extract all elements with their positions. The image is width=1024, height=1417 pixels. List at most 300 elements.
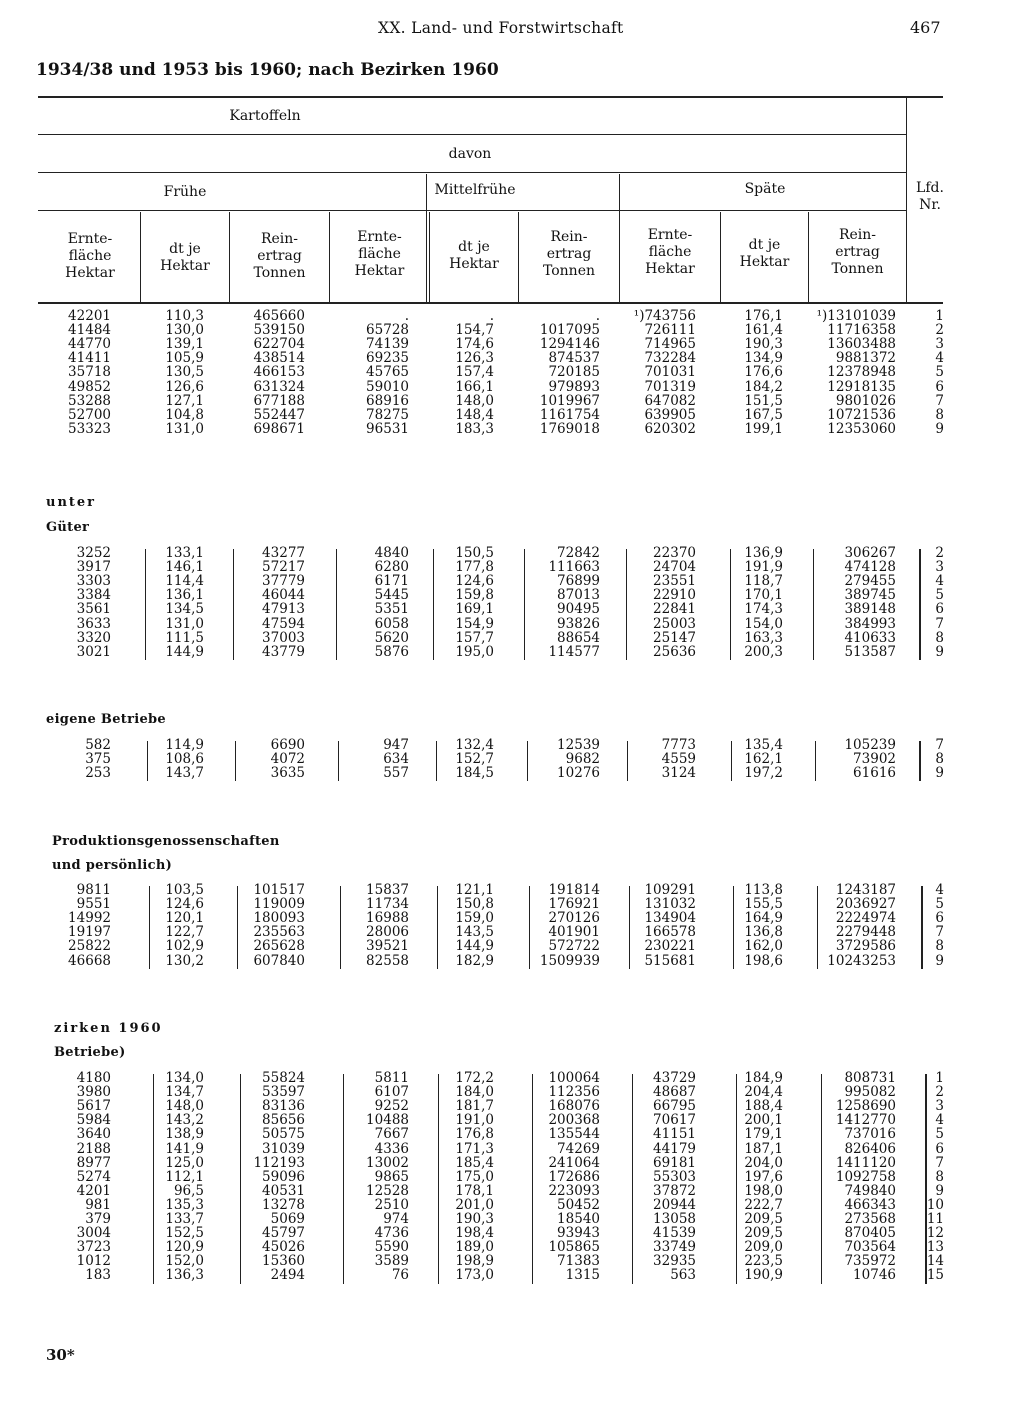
table-cell: 14992 [68,910,111,927]
table-cell: 125,0 [165,1154,204,1171]
table-cell: 135,3 [165,1196,204,1213]
table-cell: 130,0 [165,322,204,339]
table-cell: 135,4 [744,737,783,753]
table-cell: 6058 [374,615,409,632]
table-cell: 703564 [844,1239,896,1256]
table-cell: . [595,308,600,324]
header-lfd-nr: Lfd. Nr. [916,180,944,213]
table-cell: 13058 [653,1211,696,1227]
table-cell: 131032 [644,896,696,913]
table-cell: 1017095 [539,322,600,339]
table-cell: 9682 [565,751,600,768]
table-cell: 168076 [548,1098,600,1115]
table-cell: 83136 [262,1098,305,1115]
table-cell: 112,1 [165,1168,204,1185]
table-cell: 22370 [653,545,696,561]
section-label: Güter [46,520,90,535]
table-cell: 190,3 [744,336,783,353]
table-cell: 15837 [366,882,409,898]
table-cell: 130,5 [165,364,204,381]
table-cell: 3384 [76,587,111,604]
table-cell: 25636 [653,643,696,660]
table-cell: 874537 [548,350,600,367]
table-cell: 620302 [644,420,696,437]
table-cell: 552447 [253,406,305,423]
table-cell: 3917 [76,559,111,576]
table-cell: 143,5 [455,924,494,941]
table-cell: 230221 [644,938,696,955]
table-cell: 200,1 [744,1112,783,1129]
row-number: 3 [935,1098,944,1115]
table-cell: 172,2 [455,1070,494,1086]
table-cell: 101517 [253,882,305,898]
table-cell: 155,5 [744,896,783,913]
table-cell: 182,9 [455,952,494,969]
header-mittel-ertrag: Rein- ertrag Tonnen [542,229,595,279]
table-cell: 466153 [253,364,305,381]
table-cell: 154,7 [455,322,494,339]
table-cell: 108,6 [165,751,204,768]
table-cell: 43779 [262,643,305,660]
row-number: 14 [926,1253,944,1270]
table-cell: 187,1 [744,1140,783,1157]
table-cell: 44770 [68,336,111,353]
table-cell: 3004 [76,1225,111,1242]
table-cell: 184,2 [744,378,783,395]
table-cell: 204,4 [744,1084,783,1101]
table-cell: 178,1 [455,1182,494,1199]
table-cell: 5351 [374,601,409,618]
table-cell: 3980 [76,1084,111,1101]
table-cell: 167,5 [744,406,783,423]
table-cell: 195,0 [455,643,494,660]
table-cell: 144,9 [165,643,204,660]
table-cell: 3640 [76,1126,111,1143]
table-cell: 6280 [374,559,409,576]
table-cell: 59010 [366,378,409,395]
table-cell: 127,1 [165,392,204,409]
table-cell: 157,4 [455,364,494,381]
table-cell: 735972 [844,1253,896,1270]
table-cell: 190,3 [455,1211,494,1227]
row-number: 9 [935,643,944,660]
table-cell: 162,1 [744,751,783,768]
table-cell: 24704 [653,559,696,576]
table-cell: 270126 [548,910,600,927]
table-cell: 114,4 [165,573,204,590]
table-cell: 5590 [374,1239,409,1256]
row-number: 5 [935,587,944,604]
table-cell: 164,9 [744,910,783,927]
header-fruehe: Frühe [163,184,207,200]
table-cell: 70617 [653,1112,696,1129]
row-number: 9 [935,1182,944,1199]
table-cell: 401901 [548,924,600,941]
table-cell: 12353060 [827,420,896,437]
table-cell: 197,2 [744,765,783,782]
table-cell: 65728 [366,322,409,339]
table-cell: 384993 [844,615,896,632]
table-cell: 209,5 [744,1225,783,1242]
table-cell: 16988 [366,910,409,927]
table-cell: 50575 [262,1126,305,1143]
table-cell: 607840 [253,952,305,969]
row-number: 7 [935,392,944,409]
table-cell: 37779 [262,573,305,590]
table-cell: 18540 [557,1211,600,1227]
table-cell: 981 [85,1196,111,1213]
table-cell: 1294146 [539,336,600,353]
row-number: 6 [935,910,944,927]
header-frueh-flaeche: Ernte- fläche Hektar [65,231,115,281]
page-footer: 30* [46,1346,75,1364]
row-number: 13 [926,1239,944,1256]
table-cell: . [404,308,409,324]
table-cell: 9865 [374,1168,409,1185]
row-number: 1 [935,308,944,324]
table-cell: 20944 [653,1196,696,1213]
table-cell: 52700 [68,406,111,423]
header-mittel-flaeche: Ernte- fläche Hektar [354,229,405,279]
table-cell: 438514 [253,350,305,367]
table-cell: 76899 [557,573,600,590]
section-label: Produktionsgenossenschaften [52,834,280,849]
table-cell: 200,3 [744,643,783,660]
table-cell: 45026 [262,1239,305,1256]
table-cell: 6107 [374,1084,409,1101]
section-label: Betriebe) [54,1045,126,1060]
table-cell: 134,7 [165,1084,204,1101]
table-cell: 1012 [76,1253,111,1270]
table-cell: 152,5 [165,1225,204,1242]
table-cell: 698671 [253,420,305,437]
table-cell: 46044 [262,587,305,604]
table-cell: 209,5 [744,1211,783,1227]
table-cell: 157,7 [455,629,494,646]
table-cell: 53288 [68,392,111,409]
row-number: 2 [935,545,944,561]
table-cell: 4201 [76,1182,111,1199]
table-cell: 199,1 [744,420,783,437]
table-cell: 110,3 [165,308,204,324]
running-head: XX. Land- und Forstwirtschaft [378,19,624,37]
table-cell: 634 [383,751,409,768]
table-cell: 141,9 [165,1140,204,1157]
table-cell: 85656 [262,1112,305,1129]
table-cell: 175,0 [455,1168,494,1185]
table-cell: 223,5 [744,1253,783,1270]
table-cell: 190,9 [744,1267,783,1284]
table-cell: 37003 [262,629,305,646]
row-number: 7 [935,1154,944,1171]
table-cell: 191,9 [744,559,783,576]
row-number: 5 [935,896,944,913]
header-spaet-ertrag: Rein- ertrag Tonnen [831,227,884,277]
table-cell: 53597 [262,1084,305,1101]
row-number: 8 [935,1168,944,1185]
table-cell: 136,8 [744,924,783,941]
table-cell: 198,0 [744,1182,783,1199]
table-cell: 148,0 [165,1098,204,1115]
table-cell: 22841 [653,601,696,618]
table-cell: 49852 [68,378,111,395]
row-number: 6 [935,378,944,395]
table-cell: 135544 [548,1126,600,1143]
table-cell: 150,8 [455,896,494,913]
table-cell: 184,0 [455,1084,494,1101]
table-cell: 5876 [374,643,409,660]
table-cell: 732284 [644,350,696,367]
table-cell: 184,9 [744,1070,783,1086]
row-number: 8 [935,406,944,423]
table-cell: 9801026 [835,392,896,409]
row-number: 7 [935,924,944,941]
table-cell: 174,6 [455,336,494,353]
table-cell: 185,4 [455,1154,494,1171]
table-cell: 572722 [548,938,600,955]
header-mittelfruehe: Mittelfrühe [434,182,516,198]
table-cell: 25822 [68,938,111,955]
table-cell: 3303 [76,573,111,590]
table-cell: 563 [670,1267,696,1284]
table-cell: 22910 [653,587,696,604]
header-frueh-ertrag: Rein- ertrag Tonnen [253,231,306,281]
table-cell: 2494 [270,1267,305,1284]
table-cell: 11734 [366,896,409,913]
table-cell: 4559 [661,751,696,768]
table-cell: 4736 [374,1225,409,1242]
table-cell: 12918135 [827,378,896,395]
table-cell: 166,1 [455,378,494,395]
table-cell: 180093 [253,910,305,927]
table-cell: 93943 [557,1225,600,1242]
table-cell: 3729586 [835,938,896,955]
table-cell: 41411 [68,350,111,367]
table-cell: 48687 [653,1084,696,1101]
table-cell: 720185 [548,364,600,381]
table-cell: 4072 [270,751,305,768]
table-cell: 3589 [374,1253,409,1270]
table-cell: 57217 [262,559,305,576]
table-cell: 7773 [661,737,696,753]
table-cell: 222,7 [744,1196,783,1213]
table-cell: 1258690 [835,1098,896,1115]
row-number: 9 [935,420,944,437]
section-label: und persönlich) [52,858,173,873]
table-cell: 8977 [76,1154,111,1171]
table-cell: 119009 [253,896,305,913]
table-cell: 42201 [68,308,111,324]
table-cell: 10243253 [827,952,896,969]
section-label: unter [46,495,97,510]
table-cell: 96531 [366,420,409,437]
table-cell: 197,6 [744,1168,783,1185]
table-cell: 76 [391,1267,409,1284]
table-cell: 25003 [653,615,696,632]
table-cell: 73902 [853,751,896,768]
table-cell: 88654 [557,629,600,646]
table-cell: 152,0 [165,1253,204,1270]
table-cell: 45797 [262,1225,305,1242]
table-cell: 379 [85,1211,111,1227]
table-cell: 133,1 [165,545,204,561]
table-cell: 66795 [653,1098,696,1115]
table-cell: 808731 [844,1070,896,1086]
table-cell: 93826 [557,615,600,632]
row-number: 9 [935,952,944,969]
table-cell: 3635 [270,765,305,782]
header-kartoffeln: Kartoffeln [229,108,301,124]
table-cell: 163,3 [744,629,783,646]
row-number: 3 [935,336,944,353]
table-cell: 389148 [844,601,896,618]
table-cell: 10488 [366,1112,409,1129]
table-cell: 223093 [548,1182,600,1199]
table-cell: 74139 [366,336,409,353]
table-cell: 150,5 [455,545,494,561]
table-cell: 10721536 [827,406,896,423]
table-cell: 1769018 [539,420,600,437]
row-number: 3 [935,559,944,576]
table-cell: 40531 [262,1182,305,1199]
row-number: 10 [926,1196,944,1213]
table-cell: 152,7 [455,751,494,768]
table-cell: 1243187 [835,882,896,898]
table-cell: 204,0 [744,1154,783,1171]
table-cell: 61616 [853,765,896,782]
table-cell: 10746 [853,1267,896,1284]
table-cell: 136,9 [744,545,783,561]
table-cell: 41484 [68,322,111,339]
table-cell: 47594 [262,615,305,632]
table-cell: 43277 [262,545,305,561]
table-cell: 5620 [374,629,409,646]
row-number: 2 [935,1084,944,1101]
table-cell: 389745 [844,587,896,604]
row-number: 5 [935,1126,944,1143]
table-cell: 174,3 [744,601,783,618]
table-cell: 122,7 [165,924,204,941]
table-cell: 171,3 [455,1140,494,1157]
table-cell: 103,5 [165,882,204,898]
table-cell: 59096 [262,1168,305,1185]
table-cell: 159,0 [455,910,494,927]
row-number: 4 [935,1112,944,1129]
table-cell: 5984 [76,1112,111,1129]
table-cell: 154,0 [744,615,783,632]
table-cell: 12539 [557,737,600,753]
table-cell: 50452 [557,1196,600,1213]
table-cell: 109291 [644,882,696,898]
table-cell: 2279448 [835,924,896,941]
table-cell: 136,3 [165,1267,204,1284]
row-number: 7 [935,615,944,632]
table-cell: 1412770 [835,1112,896,1129]
table-cell: 191,0 [455,1112,494,1129]
table-cell: 1509939 [539,952,600,969]
table-cell: 82558 [366,952,409,969]
table-cell: 146,1 [165,559,204,576]
table-cell: 979893 [548,378,600,395]
table-cell: 3561 [76,601,111,618]
table-cell: 25147 [653,629,696,646]
table-cell: 124,6 [165,896,204,913]
table-cell: 749840 [844,1182,896,1199]
table-cell: 90495 [557,601,600,618]
table-cell: 87013 [557,587,600,604]
row-number: 9 [935,765,944,782]
table-cell: 701031 [644,364,696,381]
table-cell: 172686 [548,1168,600,1185]
row-number: 6 [935,601,944,618]
table-cell: 5617 [76,1098,111,1115]
table-cell: 974 [383,1211,409,1227]
table-cell: 474128 [844,559,896,576]
table-cell: 200368 [548,1112,600,1129]
table-cell: 126,6 [165,378,204,395]
header-spaet-dt: dt je Hektar [739,237,790,270]
table-cell: 35718 [68,364,111,381]
table-cell: 515681 [644,952,696,969]
table-cell: 159,8 [455,587,494,604]
table-cell: 134904 [644,910,696,927]
table-cell: 143,7 [165,765,204,782]
table-cell: 9551 [76,896,111,913]
table-cell: 105239 [844,737,896,753]
table-cell: 139,1 [165,336,204,353]
table-cell: 23551 [653,573,696,590]
table-cell: 198,4 [455,1225,494,1242]
table-cell: 198,9 [455,1253,494,1270]
table-cell: 4180 [76,1070,111,1086]
table-cell: 235563 [253,924,305,941]
table-cell: 1161754 [539,406,600,423]
table-cell: 12528 [366,1182,409,1199]
table-cell: 714965 [644,336,696,353]
table-cell: 105865 [548,1239,600,1256]
table-cell: 188,4 [744,1098,783,1115]
table-cell: 3021 [76,643,111,660]
table-cell: 11716358 [827,322,896,339]
table-cell: 43729 [653,1070,696,1086]
table-cell: 241064 [548,1154,600,1171]
table-cell: 113,8 [744,882,783,898]
table-cell: 183 [85,1267,111,1284]
table-cell: 13002 [366,1154,409,1171]
table-cell: 69181 [653,1154,696,1171]
table-cell: 726111 [644,322,696,339]
table-cell: 111,5 [165,629,204,646]
table-cell: 120,1 [165,910,204,927]
table-cell: 105,9 [165,350,204,367]
table-cell: 737016 [844,1126,896,1143]
row-number: 6 [935,1140,944,1157]
table-cell: 9881372 [835,350,896,367]
row-number: 8 [935,751,944,768]
table-cell: 121,1 [455,882,494,898]
table-cell: . [489,308,494,324]
row-number: 5 [935,364,944,381]
row-number: 8 [935,629,944,646]
table-cell: 12378948 [827,364,896,381]
table-cell: 306267 [844,545,896,561]
table-cell: 124,6 [455,573,494,590]
row-number: 1 [935,1070,944,1086]
table-cell: 3124 [661,765,696,782]
table-cell: 112356 [548,1084,600,1101]
table-cell: 132,4 [455,737,494,753]
table-cell: 2036927 [835,896,896,913]
